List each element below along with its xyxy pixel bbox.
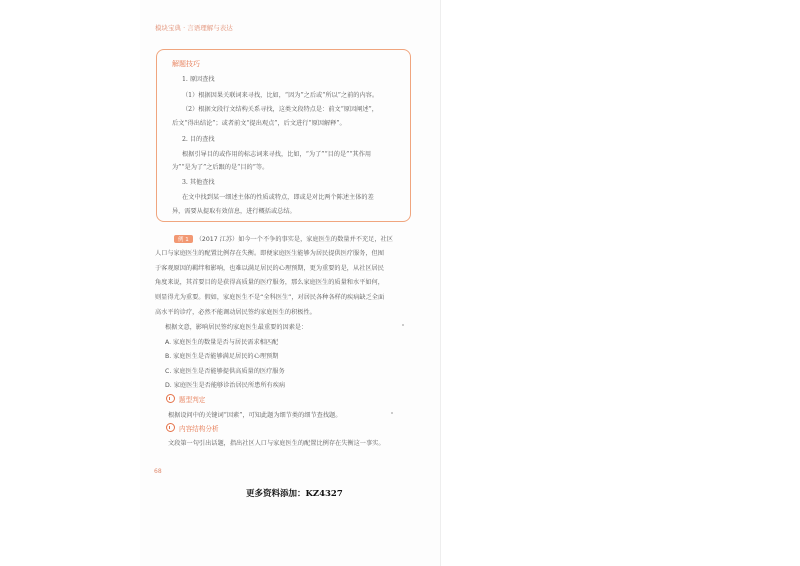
- section-head-type: [166, 394, 205, 404]
- example-line: 角度来说，其首要目的是获得高质量的医疗服务，那么家庭医生的质量和水平如何，: [155, 279, 384, 286]
- question-stem: 根据文意，影响居民签约家庭医生最重要的因素是：: [165, 324, 308, 331]
- example-first-line: [174, 234, 393, 243]
- option-d: D. 家庭医生是否能够诊治居民所患所有疾病: [165, 382, 286, 389]
- scan-speck: [402, 324, 404, 326]
- option-c: C. 家庭医生是否能够提供高质量的医疗服务: [165, 368, 285, 375]
- tip-line: 在文中找到某一细述主体的性质或特点，即或是对比两个陈述主体的差: [182, 194, 374, 201]
- footer-note: 更多资料添加：KZ4327: [246, 489, 343, 499]
- section-text: 根据设问中的关键词“因素”，可知此题为细节类的细节查找题。: [168, 412, 342, 419]
- lightbulb-icon: [166, 423, 175, 432]
- section-title: 内容结构分析: [179, 425, 219, 433]
- tip-line: 1. 原因查找: [182, 76, 215, 83]
- example-tag: 例 1: [174, 235, 193, 243]
- example-line: 则显得尤为重要。假如，家庭医生不是“全科医生”，对居民各种各样的疾病缺乏全面: [155, 294, 385, 301]
- lightbulb-icon: [166, 394, 175, 403]
- example-line: 高水平的诊疗，必然不能调动居民签约家庭医生的积极性。: [155, 309, 316, 316]
- tip-line: 后文“得出结论”；或者前文“提出观点”，后文进行“原因解释”。: [172, 120, 346, 127]
- option-a: A. 家庭医生的数量是否与居民需求相匹配: [165, 339, 279, 346]
- page-number: 68: [154, 468, 162, 475]
- tips-title: 解题技巧: [172, 60, 200, 68]
- option-b: B. 家庭医生是否能够满足居民的心理预期: [165, 353, 279, 360]
- scan-speck: [391, 412, 393, 414]
- tip-line: 根据引导目的或作用的标志词来寻找，比如，“为了”“目的是”“其作用: [182, 151, 372, 158]
- tip-line: （2）根据文段行文结构关系寻找，这类文段特点是：前文“原因阐述”，: [182, 106, 378, 113]
- example-line: （2017 江苏）如今一个不争的事实是，家庭医生的数量并不充足，社区: [195, 236, 393, 243]
- example-line: 人口与家庭医生的配置比例存在失衡。即便家庭医生能够为居民提供医疗服务，但囿: [155, 250, 384, 257]
- tip-line: （1）根据因果关联词来寻找，比如，“因为”之后或“所以”之前的内容。: [182, 92, 379, 99]
- tip-line: 异，需要从提取有效信息，进行概括或总结。: [172, 208, 296, 215]
- tip-line: 2. 目的查找: [182, 136, 215, 143]
- section-text: 文段第一句引出话题，指出社区人口与家庭医生的配置比例存在失衡这一事实。: [168, 440, 385, 447]
- example-line: 于客观原因的羁绊和影响，也难以满足居民的心理预期，更为重要的是，从社区居民: [155, 265, 384, 272]
- running-head: 模块宝典 · 言语理解与表达: [155, 24, 233, 32]
- section-title: 题型判定: [179, 396, 206, 404]
- tip-line: 3. 其他查找: [182, 179, 215, 186]
- tip-line: 为”“是为了”之后跟的是“目的”等。: [172, 164, 269, 171]
- section-head-structure: [166, 423, 219, 433]
